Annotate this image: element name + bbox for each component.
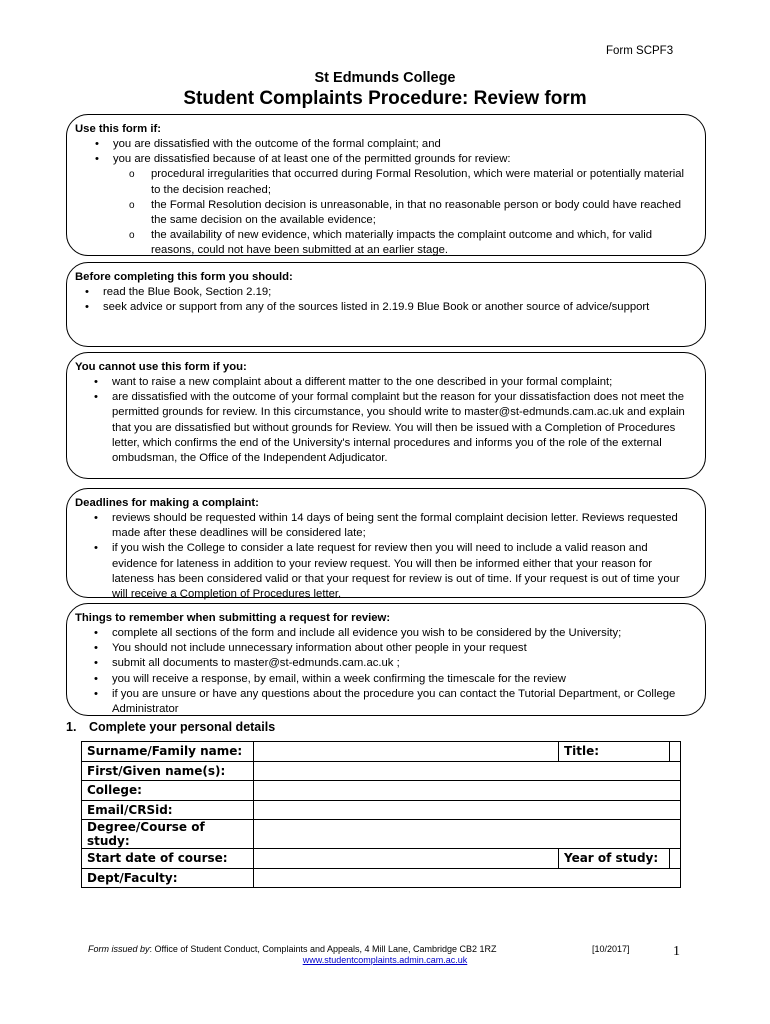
first-name-field[interactable] [254, 761, 681, 781]
start-date-field[interactable] [254, 849, 559, 869]
list-item: • want to raise a new complaint about a different matter to the one described in your formal complaint; [112, 375, 693, 390]
table-row [82, 868, 681, 888]
form-code: Form SCPF3 [606, 45, 674, 57]
section-heading [66, 720, 275, 734]
use-form-if-box [66, 114, 706, 256]
surname-label: Surname/Family name: [82, 742, 254, 762]
personal-details-table [81, 741, 681, 888]
list-item: • submit all documents to master@st-edmunds.cam.ac.uk ; [112, 656, 693, 671]
list-item: • seek advice or support from any of the sources listed in 2.19.9 Blue Book or another source of advice/support [103, 300, 693, 315]
table-row [82, 849, 681, 869]
college-label: College: [82, 781, 254, 801]
table-row [82, 742, 681, 762]
cannot-use-box [66, 352, 706, 479]
list-item: • complete all sections of the form and include all evidence you wish to be considered by the University; [112, 626, 693, 641]
college-name: St Edmunds College [314, 70, 456, 86]
box-heading: Deadlines for making a complaint: [75, 497, 259, 509]
box-heading: You cannot use this form if you: [75, 361, 247, 373]
table-row [82, 800, 681, 820]
list-item: • You should not include unnecessary information about other people in your request [112, 641, 693, 656]
table-row [82, 820, 681, 849]
sub-list-item: o the availability of new evidence, which materially impacts the complaint outcome and which, for valid reasons, could not have been submitted at an earlier stage. [151, 228, 693, 258]
dept-label: Dept/Faculty: [82, 868, 254, 888]
box-heading: Things to remember when submitting a request for review: [75, 612, 391, 624]
footer-link[interactable]: www.studentcomplaints.admin.cam.ac.uk [302, 955, 468, 965]
email-field[interactable] [254, 800, 681, 820]
list-item: • read the Blue Book, Section 2.19; [103, 285, 693, 300]
list-item: • you are dissatisfied with the outcome of the formal complaint; and [113, 137, 693, 152]
issued-prefix: Form issued by [88, 944, 150, 954]
things-to-remember-box [66, 603, 706, 716]
list-item: • reviews should be requested within 14 days of being sent the formal complaint decision letter. Reviews requested made after these deadlines will be considered late; [112, 511, 693, 541]
degree-field[interactable] [254, 820, 681, 849]
list-item: • if you are unsure or have any questions about the procedure you can contact the Tutorial Department, or College Administrator [112, 687, 693, 717]
first-name-label: First/Given name(s): [82, 761, 254, 781]
title-field[interactable] [670, 742, 681, 762]
box-heading: Before completing this form you should: [75, 271, 293, 283]
sub-list-item: o the Formal Resolution decision is unreasonable, in that no reasonable person or body could have reached the same decision on the available evidence; [151, 198, 693, 228]
sub-list-item: o procedural irregularities that occurred during Formal Resolution, which were material or potentially material to the decision reached; [151, 167, 693, 197]
surname-field[interactable] [254, 742, 559, 762]
list-item: • you are dissatisfied because of at least one of the permitted grounds for review: o procedural irregularities that occurred during Formal Resolution, which were material or potentially material to the decision reached; o the Formal Resolution decision is unreasonable, in that no reasonable person or body could have reached the same decision on the available evidence; o the availability of new evidence, which materially impacts the complaint outcome and which, for valid reasons, could not have been submitted at an earlier stage. [113, 152, 693, 258]
issued-text: : Office of Student Conduct, Complaints and Appeals, 4 Mill Lane, Cambridge CB2 1RZ [149, 944, 497, 954]
year-of-study-label: Year of study: [558, 849, 669, 869]
page-title: Student Complaints Procedure: Review form [183, 88, 587, 109]
title-label: Title: [558, 742, 669, 762]
degree-label: Degree/Course of study: [82, 820, 254, 849]
start-date-label: Start date of course: [82, 849, 254, 869]
year-of-study-field[interactable] [670, 849, 681, 869]
dept-field[interactable] [254, 868, 681, 888]
deadlines-box [66, 488, 706, 601]
box-heading: Use this form if: [75, 123, 161, 135]
table-row [82, 761, 681, 781]
college-field[interactable] [254, 781, 681, 801]
footer-issued-by [88, 944, 497, 954]
footer-date: [10/2017] [592, 944, 630, 954]
section-number: 1. [66, 720, 77, 734]
before-completing-box [66, 262, 706, 347]
page-number: 1 [673, 944, 680, 959]
list-item: • if you wish the College to consider a late request for review then you will need to include a valid reason and evidence for lateness in addition to your review request. You will then be informed either that your reason for lateness has been considered valid or that your request for review is out of time. If your request is out of time your will receive a Completion of Procedures letter. [112, 541, 693, 602]
email-label: Email/CRSid: [82, 800, 254, 820]
list-item: • are dissatisfied with the outcome of your formal complaint but the reason for your dissatisfaction does not meet the permitted grounds for review. In this circumstance, you should write to master@st-edmunds.cam.ac.uk and explain that you are dissatisfied but without grounds for Review. You will then be issued with a Completion of Procedures letter, which confirms the end of the University's internal procedures and informs you of the role of the external ombudsman, the Office of the Independent Adjudicator. [112, 390, 693, 466]
section-title: Complete your personal details [89, 720, 276, 734]
table-row [82, 781, 681, 801]
list-item: • you will receive a response, by email, within a week confirming the timescale for the review [112, 672, 693, 687]
